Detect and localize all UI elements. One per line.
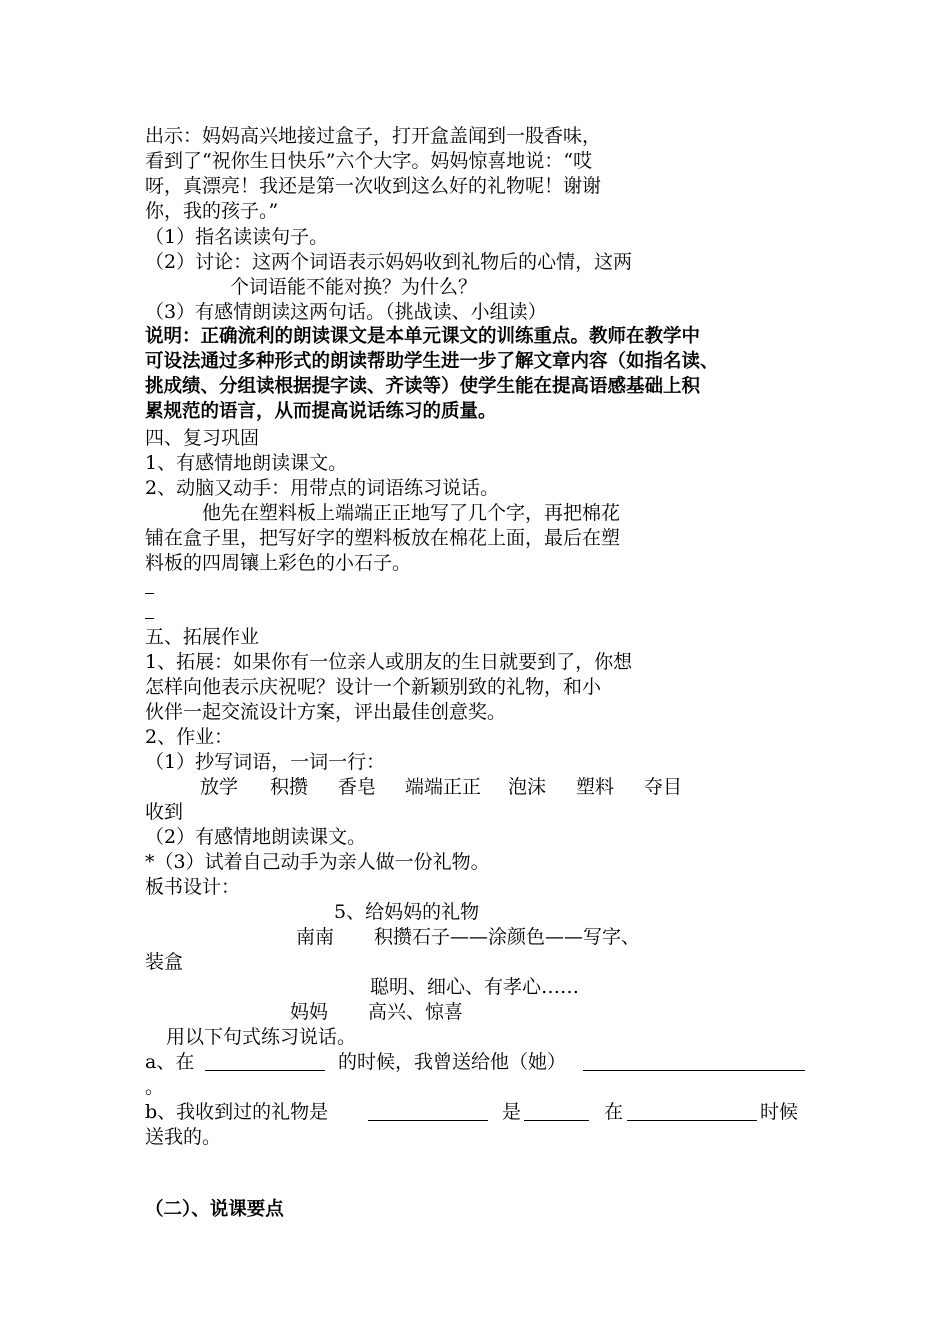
board-label: 板书设计： bbox=[145, 876, 241, 898]
note-line-1: 说明：正确流利的朗读课文是本单元课文的训练重点。教师在教学中 bbox=[145, 326, 701, 347]
homework-item-2: （2）有感情地朗读课文。 bbox=[145, 826, 367, 848]
show-line-4: 你，我的孩子。” bbox=[145, 200, 279, 222]
homework-heading: 2、作业： bbox=[145, 726, 234, 748]
review-paragraph-1: 他先在塑料板上端端正正地写了几个字，再把棉花 bbox=[202, 502, 621, 524]
board-row2: 聪明、细心、有孝心…… bbox=[370, 976, 580, 998]
step-1: （1）指名读读句子。 bbox=[145, 226, 329, 248]
board-row1-right: 积攒石子——涂颜色——写字、 bbox=[374, 926, 641, 948]
practice-intro: 用以下句式练习说话。 bbox=[166, 1026, 357, 1048]
word: 泡沫 bbox=[508, 776, 547, 798]
review-heading: 四、复习巩固 bbox=[145, 427, 260, 449]
extend-line-3: 伙伴一起交流设计方案，评出最佳创意奖。 bbox=[145, 701, 507, 723]
practice-b-mid2: 在 bbox=[604, 1101, 624, 1123]
step-3: （3）有感情朗读这两句话。（挑战读、小组读） bbox=[145, 301, 547, 323]
word: 放学 bbox=[200, 776, 239, 798]
practice-b-prefix: b、我收到过的礼物是 bbox=[145, 1101, 329, 1123]
blank-a-1 bbox=[205, 1070, 325, 1071]
blank-b-1 bbox=[368, 1120, 488, 1121]
word-list-tail: 收到 bbox=[145, 801, 184, 823]
practice-a-mid: 的时候，我曾送给他（她） bbox=[338, 1051, 567, 1073]
board-row1-tail: 装盒 bbox=[145, 951, 184, 973]
board-title: 5、给妈妈的礼物 bbox=[334, 901, 480, 923]
blank-line-2 bbox=[145, 618, 154, 619]
extend-heading: 五、拓展作业 bbox=[145, 626, 260, 648]
practice-b-mid1: 是 bbox=[502, 1101, 522, 1123]
word: 端端正正 bbox=[405, 776, 482, 798]
show-line-3: 呀，真漂亮！我还是第一次收到这么好的礼物呢！谢谢 bbox=[145, 175, 602, 197]
word: 香皂 bbox=[338, 776, 377, 798]
show-line-1: 出示：妈妈高兴地接过盒子，打开盒盖闻到一股香味， bbox=[145, 125, 602, 147]
board-row3-left: 妈妈 bbox=[290, 1001, 329, 1023]
note-line-4: 累规范的语言，从而提高说话练习的质量。 bbox=[145, 401, 497, 422]
note-line-3: 挑成绩、分组读根据提字读、齐读等）使学生能在提高语感基础上积 bbox=[145, 376, 701, 397]
step-2-line-2: 个词语能不能对换？为什么？ bbox=[230, 276, 478, 298]
practice-a-tail: 。 bbox=[145, 1076, 165, 1098]
word: 夺目 bbox=[644, 776, 683, 798]
review-item-1: 1、有感情地朗读课文。 bbox=[145, 452, 348, 474]
section-2-heading: （二）、说课要点 bbox=[145, 1199, 284, 1220]
practice-b-tail: 送我的。 bbox=[145, 1126, 222, 1148]
blank-line-1 bbox=[145, 593, 154, 594]
review-paragraph-3: 料板的四周镶上彩色的小石子。 bbox=[145, 552, 412, 574]
practice-b-end: 时候 bbox=[760, 1101, 799, 1123]
step-2-line-1: （2）讨论：这两个词语表示妈妈收到礼物后的心情，这两 bbox=[145, 251, 633, 273]
blank-a-2 bbox=[583, 1070, 805, 1071]
show-line-2: 看到了“祝你生日快乐”六个大字。妈妈惊喜地说：“哎 bbox=[145, 150, 593, 172]
word: 塑料 bbox=[576, 776, 615, 798]
word: 积攒 bbox=[270, 776, 309, 798]
practice-a-prefix: a、在 bbox=[145, 1051, 195, 1073]
note-line-2: 可设法通过多种形式的朗读帮助学生进一步了解文章内容（如指名读、 bbox=[145, 351, 719, 372]
board-row1-left: 南南 bbox=[296, 926, 335, 948]
board-row3-right: 高兴、惊喜 bbox=[368, 1001, 464, 1023]
extend-line-2: 怎样向他表示庆祝呢？设计一个新颖别致的礼物，和小 bbox=[145, 676, 602, 698]
blank-b-3 bbox=[627, 1120, 757, 1121]
review-item-2: 2、动脑又动手：用带点的词语练习说话。 bbox=[145, 477, 500, 499]
blank-b-2 bbox=[524, 1120, 589, 1121]
extend-line-1: 1、拓展：如果你有一位亲人或朋友的生日就要到了，你想 bbox=[145, 651, 633, 673]
homework-item-1: （1）抄写词语，一词一行： bbox=[145, 751, 386, 773]
review-paragraph-2: 铺在盒子里，把写好字的塑料板放在棉花上面，最后在塑 bbox=[145, 527, 621, 549]
homework-item-3: *（3）试着自己动手为亲人做一份礼物。 bbox=[145, 851, 490, 873]
